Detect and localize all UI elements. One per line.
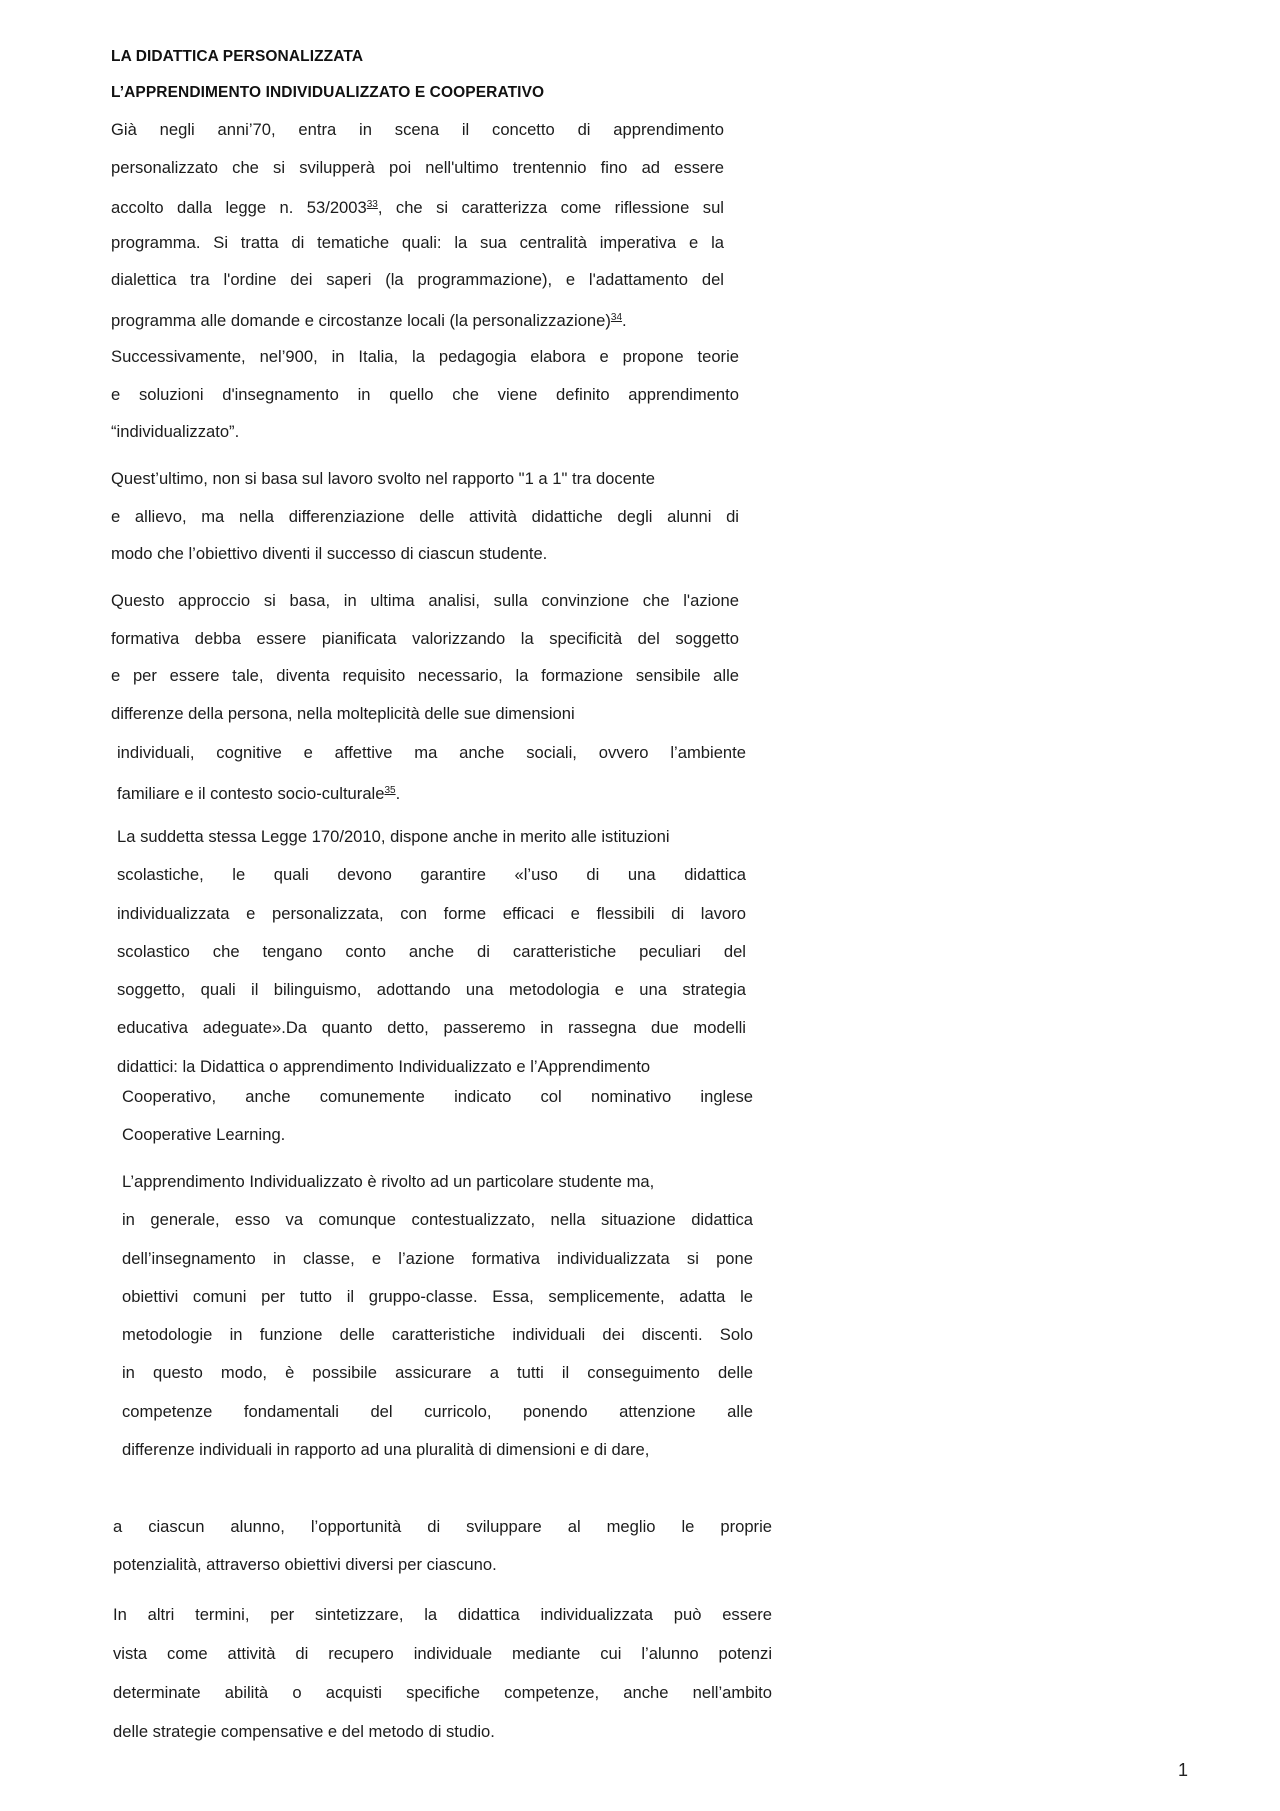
text-line: Cooperativo, anche comunemente indicato col nominativo inglese [122, 1087, 753, 1106]
text-line: vista come attività di recupero individuale mediante cui l’alunno potenzi [113, 1644, 772, 1663]
text-line: scolastico che tengano conto anche di caratteristiche peculiari del [117, 941, 746, 961]
text-line: Quest’ultimo, non si basa sul lavoro svolto nel rapporto "1 a 1" tra docente [111, 469, 656, 488]
text-segment: , che si caratterizza come riflessione sul [377, 198, 724, 217]
text-line: individuali, cognitive e affettive ma anche sociali, ovvero l’ambiente [117, 743, 746, 762]
text-line: La suddetta stessa Legge 170/2010, dispone anche in merito alle istituzioni [117, 827, 670, 846]
text-line: educativa adeguate».Da quanto detto, passeremo in rassegna due modelli [117, 1018, 746, 1038]
text-line: obiettivi comuni per tutto il gruppo-classe. Essa, semplicemente, adatta le [122, 1286, 753, 1306]
text-line: Successivamente, nel’900, in Italia, la pedagogia elabora e propone teorie [111, 347, 739, 366]
paragraph-9 [113, 1508, 772, 1583]
document-title: LA DIDATTICA PERSONALIZZATA [111, 48, 364, 65]
paragraph-10 [113, 1595, 772, 1751]
text-line: a ciascun alunno, l’opportunità di sviluppare al meglio le proprie [113, 1517, 772, 1536]
paragraph-1 [111, 111, 724, 336]
text-line [117, 772, 746, 810]
text-segment: accolto dalla legge n. 53/2003 [111, 198, 367, 217]
text-line: soggetto, quali il bilinguismo, adottando una metodologia e una strategia [117, 980, 746, 1000]
text-line: competenze fondamentali del curricolo, ponendo attenzione alle [122, 1401, 753, 1421]
paragraph-7 [122, 1078, 753, 1153]
text-line: e allievo, ma nella differenziazione delle attività didattiche degli alunni di [111, 506, 739, 526]
footnote-ref-35[interactable]: 35 [384, 784, 396, 796]
text-segment: familiare e il contesto socio-culturale [117, 783, 385, 803]
text-line: delle strategie compensative e del metodo di studio. [113, 1722, 495, 1741]
text-line: potenzialità, attraverso obiettivi diversi per ciascuno. [113, 1554, 497, 1574]
paragraph-3 [111, 460, 739, 573]
text-line: in questo modo, è possibile assicurare a tutti il conseguimento delle [122, 1363, 753, 1383]
text-line: e per essere tale, diventa requisito necessario, la formazione sensibile alle [111, 666, 739, 685]
text-line: L’apprendimento Individualizzato è rivolto ad un particolare studente ma, [122, 1172, 655, 1191]
text-line: metodologie in funzione delle caratteristiche individuali dei discenti. Solo [122, 1325, 753, 1345]
text-line: Questo approccio si basa, in ultima analisi, sulla convinzione che l'azione [111, 591, 739, 610]
paragraph-2 [111, 338, 739, 451]
text-line: modo che l’obiettivo diventi il successo di ciascun studente. [111, 544, 548, 563]
text-line: determinate abilità o acquisti specifiche competenze, anche nell’ambito [113, 1683, 772, 1702]
text-line: e soluzioni d'insegnamento in quello che viene definito apprendimento [111, 384, 739, 404]
paragraph-8 [122, 1163, 753, 1469]
text-line: Cooperative Learning. [122, 1124, 286, 1144]
text-segment: . [622, 310, 627, 330]
text-segment: . [395, 783, 401, 803]
text-line [111, 186, 724, 224]
text-line: dell’insegnamento in classe, e l’azione formativa individualizzata si pone [122, 1248, 753, 1268]
text-line: individualizzata e personalizzata, con forme efficaci e flessibili di lavoro [117, 903, 746, 923]
text-line: didattici: la Didattica o apprendimento Individualizzato e l’Apprendimento [117, 1056, 651, 1076]
paragraph-4 [111, 582, 739, 732]
text-line: Già negli anni’70, entra in scena il concetto di apprendimento [111, 120, 724, 139]
text-line: personalizzato che si svilupperà poi nell'ultimo trentennio fino ad essere [111, 157, 724, 177]
text-line: dialettica tra l'ordine dei saperi (la programmazione), e l'adattamento del [111, 270, 724, 289]
page-number: 1 [1178, 1760, 1189, 1780]
text-line: programma. Si tratta di tematiche quali: la sua centralità imperativa e la [111, 232, 724, 252]
text-line: In altri termini, per sintetizzare, la didattica individualizzata può essere [113, 1605, 772, 1624]
document-subtitle: L’APPRENDIMENTO INDIVIDUALIZZATO E COOPERATIVO [111, 84, 545, 101]
footnote-ref-33[interactable]: 33 [366, 199, 378, 210]
text-line [111, 299, 724, 337]
paragraph-6 [117, 818, 746, 1082]
text-segment: programma alle domande e circostanze locali (la personalizzazione) [111, 310, 611, 330]
text-line: “individualizzato”. [111, 422, 240, 441]
text-line: differenze individuali in rapporto ad una pluralità di dimensioni e di dare, [122, 1440, 650, 1460]
paragraph-5 [117, 734, 746, 809]
text-line: scolastiche, le quali devono garantire «l’uso di una didattica [117, 865, 746, 885]
text-line: in generale, esso va comunque contestualizzato, nella situazione didattica [122, 1210, 753, 1230]
footnote-ref-34[interactable]: 34 [610, 311, 623, 323]
text-line: formativa debba essere pianificata valorizzando la specificità del soggetto [111, 628, 739, 648]
text-line: differenze della persona, nella molteplicità delle sue dimensioni [111, 703, 575, 723]
